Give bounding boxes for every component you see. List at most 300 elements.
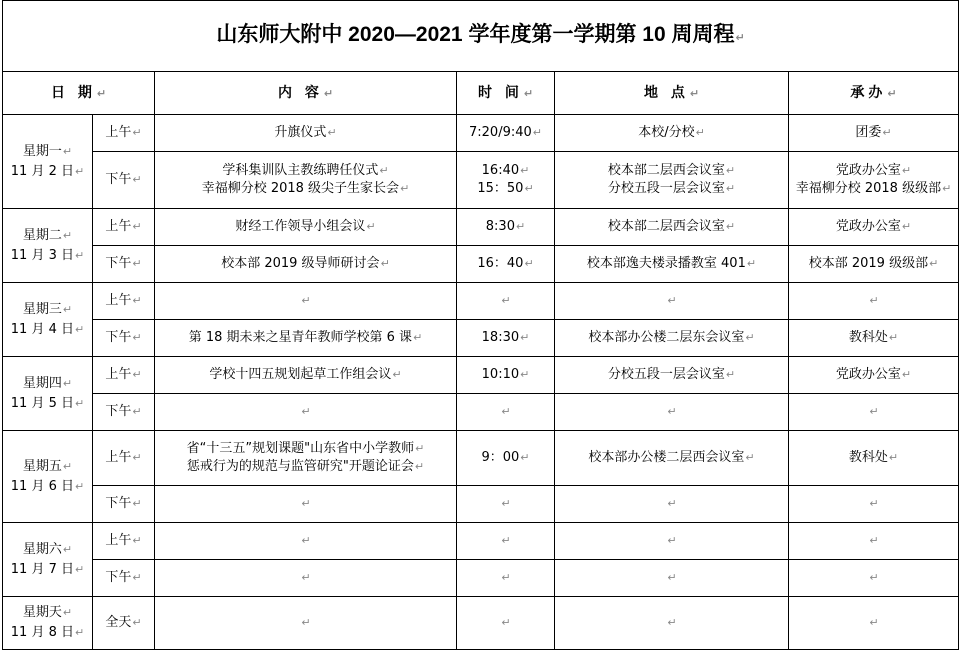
cell-line (555, 255, 788, 273)
cell-line (789, 162, 958, 180)
time-cell (457, 152, 555, 209)
paragraph-mark: ↵ (366, 220, 376, 233)
cell-text: 升旗仪式 (274, 125, 327, 140)
paragraph-mark: ↵ (132, 497, 142, 510)
paragraph-mark: ↵ (869, 497, 879, 510)
cell-line (555, 403, 788, 421)
location-cell (555, 523, 789, 560)
cell-line (555, 124, 788, 142)
cell-line (155, 495, 456, 513)
content-cell (155, 560, 457, 597)
cell-line (155, 403, 456, 421)
time-cell (457, 597, 555, 650)
half-day-label: 上午 (105, 450, 132, 465)
cell-text: 党政办公室 (835, 163, 901, 178)
day-line (3, 320, 92, 340)
paragraph-mark: ↵ (75, 322, 85, 336)
location-cell (555, 246, 789, 283)
day-line (3, 374, 92, 394)
cell-line (155, 124, 456, 142)
weekday-label: 星期四 (22, 375, 62, 391)
table-row (3, 283, 959, 320)
cell-line (555, 329, 788, 347)
half-day-cell (93, 357, 155, 394)
paragraph-mark: ↵ (869, 616, 879, 629)
table-row (3, 523, 959, 560)
date-label: 11 月 5 日 (10, 395, 74, 411)
location-cell (555, 115, 789, 152)
paragraph-mark: ↵ (524, 182, 534, 195)
location-cell (555, 394, 789, 431)
table-row (3, 597, 959, 650)
paragraph-mark: ↵ (901, 220, 912, 233)
cell-text: 校本部逸夫楼录播教室 401 (586, 256, 746, 271)
paragraph-mark: ↵ (132, 126, 142, 139)
cell-text: 学校十四五规划起草工作组会议 (209, 367, 392, 382)
paragraph-mark: ↵ (901, 164, 912, 177)
paragraph-mark: ↵ (132, 220, 142, 233)
weekday-label: 星期三 (22, 301, 62, 317)
paragraph-mark: ↵ (62, 228, 73, 242)
paragraph-mark: ↵ (501, 534, 511, 547)
paragraph-mark: ↵ (301, 616, 311, 629)
date-label: 11 月 6 日 (10, 478, 74, 494)
half-day-cell (93, 320, 155, 357)
cell-text: 第 18 期未来之星青年教师学校第 6 课 (188, 330, 413, 345)
half-day-cell (93, 523, 155, 560)
half-day-cell (93, 283, 155, 320)
cell-line (555, 180, 788, 198)
paragraph-mark: ↵ (75, 164, 85, 178)
paragraph-mark: ↵ (132, 616, 142, 629)
cell-line (155, 366, 456, 384)
paragraph-mark: ↵ (414, 460, 425, 473)
organizer-cell (789, 597, 959, 650)
paragraph-mark: ↵ (520, 368, 530, 381)
cell-text: 校本部办公楼二层东会议室 (588, 330, 745, 345)
paragraph-mark: ↵ (301, 571, 311, 584)
header-location: 地 点↵ (555, 72, 789, 115)
location-cell (555, 486, 789, 523)
paragraph-mark: ↵ (327, 126, 337, 139)
paragraph-mark: ↵ (62, 376, 73, 390)
time-cell (457, 320, 555, 357)
paragraph-mark: ↵ (62, 606, 73, 619)
day-line (3, 162, 92, 182)
paragraph-mark: ↵ (62, 542, 73, 556)
organizer-cell (789, 209, 959, 246)
cell-text: 党政办公室 (835, 367, 901, 382)
paragraph-mark: ↵ (667, 571, 677, 584)
half-day-label: 下午 (105, 330, 132, 345)
cell-line (457, 569, 554, 587)
paragraph-mark: ↵ (667, 294, 677, 307)
day-cell (3, 283, 93, 357)
paragraph-mark: ↵ (725, 164, 736, 177)
weekday-label: 星期一 (22, 143, 62, 159)
paragraph-mark: ↵ (695, 126, 705, 139)
weekday-label: 星期二 (22, 227, 62, 243)
half-day-label: 上午 (105, 219, 132, 234)
cell-line (555, 218, 788, 236)
cell-line (789, 614, 958, 632)
organizer-cell (789, 560, 959, 597)
paragraph-mark: ↵ (869, 405, 879, 418)
cell-line (457, 124, 554, 142)
paragraph-mark: ↵ (942, 182, 952, 195)
cell-text: 团委 (855, 125, 882, 140)
paragraph-mark: ↵ (132, 534, 142, 547)
paragraph-mark: ↵ (501, 405, 511, 418)
location-cell (555, 209, 789, 246)
cell-line (555, 162, 788, 180)
half-day-cell (93, 115, 155, 152)
content-cell (155, 152, 457, 209)
cell-line (155, 440, 456, 458)
organizer-cell (789, 283, 959, 320)
paragraph-mark: ↵ (132, 257, 142, 270)
cell-line (789, 366, 958, 384)
cell-text: 幸福柳分校 2018 级级部 (795, 181, 942, 196)
paragraph-mark: ↵ (301, 534, 311, 547)
location-cell (555, 152, 789, 209)
organizer-cell (789, 431, 959, 486)
day-cell (3, 597, 93, 650)
day-line (3, 457, 92, 477)
paragraph-mark: ↵ (882, 126, 892, 139)
cell-line (457, 495, 554, 513)
paragraph-mark: ↵ (501, 571, 511, 584)
cell-line (457, 449, 554, 467)
cell-line (457, 218, 554, 236)
time-cell (457, 486, 555, 523)
header-content: 内 容↵ (155, 72, 457, 115)
cell-text: 9：00 (481, 450, 520, 465)
paragraph-mark: ↵ (725, 182, 736, 195)
paragraph-mark: ↵ (901, 368, 912, 381)
paragraph-mark: ↵ (415, 442, 425, 455)
date-label: 11 月 2 日 (10, 163, 74, 179)
half-day-cell (93, 560, 155, 597)
paragraph-mark: ↵ (75, 626, 85, 639)
content-cell (155, 431, 457, 486)
cell-line (457, 366, 554, 384)
time-cell (457, 394, 555, 431)
cell-line (789, 569, 958, 587)
page-title: 山东师大附中 2020—2021 学年度第一学期第 10 周周程↵ (3, 1, 959, 72)
time-cell (457, 115, 555, 152)
half-day-cell (93, 209, 155, 246)
cell-text: 校本部二层西会议室 (607, 219, 725, 234)
cell-text: 10:10 (481, 367, 520, 382)
paragraph-mark: ↵ (515, 220, 526, 233)
cell-line (457, 255, 554, 273)
day-line (3, 300, 92, 320)
organizer-cell (789, 115, 959, 152)
cell-line (155, 569, 456, 587)
day-cell (3, 115, 93, 209)
paragraph-mark: ↵ (379, 164, 389, 177)
time-cell (457, 283, 555, 320)
cell-line (155, 329, 456, 347)
paragraph-mark: ↵ (501, 616, 511, 629)
half-day-label: 下午 (105, 404, 132, 419)
paragraph-mark: ↵ (888, 331, 899, 344)
paragraph-mark: ↵ (524, 257, 534, 270)
paragraph-mark: ↵ (413, 331, 423, 344)
half-day-label: 上午 (105, 125, 132, 140)
cell-line (789, 495, 958, 513)
paragraph-mark: ↵ (667, 616, 677, 629)
paragraph-mark: ↵ (132, 571, 142, 584)
paragraph-mark: ↵ (62, 459, 73, 473)
date-label: 11 月 7 日 (10, 561, 74, 577)
time-cell (457, 209, 555, 246)
cell-line (155, 162, 456, 180)
paragraph-mark: ↵ (520, 331, 530, 344)
location-cell (555, 357, 789, 394)
cell-text: 校本部二层西会议室 (607, 163, 725, 178)
day-line (3, 477, 92, 497)
organizer-cell (789, 394, 959, 431)
cell-text: 校本部 2019 级级部 (808, 256, 929, 271)
date-label: 11 月 4 日 (10, 321, 74, 337)
paragraph-mark: ↵ (62, 302, 73, 316)
cell-text: 校本部 2019 级导师研讨会 (221, 256, 380, 271)
table-row (3, 560, 959, 597)
paragraph-mark: ↵ (75, 562, 85, 576)
paragraph-mark: ↵ (132, 331, 142, 344)
paragraph-mark: ↵ (132, 451, 142, 464)
cell-text: 7:20/9:40 (469, 125, 532, 140)
half-day-cell (93, 597, 155, 650)
paragraph-mark: ↵ (132, 173, 142, 186)
paragraph-mark: ↵ (725, 368, 736, 381)
cell-text: 16：40 (477, 256, 524, 271)
cell-line (457, 329, 554, 347)
paragraph-mark: ↵ (667, 497, 677, 510)
cell-text: 分校五段一层会议室 (607, 181, 725, 196)
cell-text: 教科处 (848, 450, 888, 465)
paragraph-mark: ↵ (667, 405, 677, 418)
organizer-cell (789, 246, 959, 283)
cell-line (457, 532, 554, 550)
day-line (3, 603, 92, 623)
paragraph-mark: ↵ (869, 571, 879, 584)
date-label: 11 月 3 日 (10, 247, 74, 263)
cell-line (155, 532, 456, 550)
paragraph-mark: ↵ (301, 294, 311, 307)
day-line (3, 394, 92, 414)
paragraph-mark: ↵ (380, 257, 390, 270)
cell-text: 分校五段一层会议室 (607, 367, 725, 382)
cell-line (789, 218, 958, 236)
time-cell (457, 431, 555, 486)
content-cell (155, 115, 457, 152)
half-day-label: 全天 (105, 615, 132, 630)
day-cell (3, 523, 93, 597)
half-day-cell (93, 486, 155, 523)
paragraph-mark: ↵ (75, 248, 85, 262)
cell-line (789, 180, 958, 198)
header-date: 日 期↵ (3, 72, 155, 115)
table-row (3, 394, 959, 431)
paragraph-mark: ↵ (400, 182, 410, 195)
content-cell (155, 320, 457, 357)
header-row (3, 72, 959, 115)
table-row (3, 209, 959, 246)
content-cell (155, 357, 457, 394)
location-cell (555, 283, 789, 320)
content-cell (155, 209, 457, 246)
day-line (3, 560, 92, 580)
paragraph-mark: ↵ (532, 126, 542, 139)
cell-line (457, 614, 554, 632)
cell-line (789, 292, 958, 310)
paragraph-mark: ↵ (745, 451, 755, 464)
cell-line (789, 255, 958, 273)
day-line (3, 246, 92, 266)
header-organizer: 承办↵ (789, 72, 959, 115)
half-day-label: 下午 (105, 172, 132, 187)
paragraph-mark: ↵ (725, 220, 736, 233)
cell-line (555, 532, 788, 550)
cell-text: 本校/分校 (638, 125, 695, 140)
organizer-cell (789, 320, 959, 357)
content-cell (155, 597, 457, 650)
cell-line (789, 329, 958, 347)
half-day-label: 下午 (105, 496, 132, 511)
cell-line (555, 569, 788, 587)
paragraph-mark: ↵ (301, 405, 311, 418)
organizer-cell (789, 357, 959, 394)
cell-text: 幸福柳分校 2018 级尖子生家长会 (201, 181, 400, 196)
paragraph-mark: ↵ (520, 164, 530, 177)
day-cell (3, 209, 93, 283)
weekday-label: 星期五 (22, 458, 62, 474)
content-cell (155, 394, 457, 431)
day-line (3, 226, 92, 246)
cell-line (457, 162, 554, 180)
cell-line (155, 218, 456, 236)
organizer-cell (789, 152, 959, 209)
paragraph-mark: ↵ (501, 497, 511, 510)
organizer-cell (789, 523, 959, 560)
table-row (3, 152, 959, 209)
cell-line (789, 449, 958, 467)
cell-line (155, 292, 456, 310)
paragraph-mark: ↵ (132, 405, 142, 418)
location-cell (555, 597, 789, 650)
paragraph-mark: ↵ (869, 534, 879, 547)
date-label: 11 月 8 日 (10, 625, 74, 640)
content-cell (155, 523, 457, 560)
half-day-label: 下午 (105, 256, 132, 271)
table-row (3, 357, 959, 394)
day-line (3, 142, 92, 162)
cell-text: 16:40 (481, 163, 520, 178)
header-time: 时 间↵ (457, 72, 555, 115)
paragraph-mark: ↵ (392, 368, 402, 381)
half-day-label: 上午 (105, 533, 132, 548)
cell-text: 教科处 (848, 330, 888, 345)
cell-line (457, 292, 554, 310)
half-day-cell (93, 246, 155, 283)
cell-text: 党政办公室 (835, 219, 901, 234)
cell-text: 18:30 (481, 330, 520, 345)
paragraph-mark: ↵ (132, 294, 142, 307)
cell-text: 8:30 (485, 219, 515, 234)
paragraph-mark: ↵ (132, 368, 142, 381)
time-cell (457, 246, 555, 283)
table-row (3, 431, 959, 486)
half-day-cell (93, 152, 155, 209)
day-cell (3, 431, 93, 523)
cell-text: 省“十三五”规划课题"山东省中小学教师 (186, 441, 415, 456)
time-cell (457, 357, 555, 394)
paragraph-mark: ↵ (888, 451, 899, 464)
cell-line (555, 614, 788, 632)
location-cell (555, 431, 789, 486)
table-row (3, 320, 959, 357)
day-line (3, 623, 92, 643)
cell-line (155, 614, 456, 632)
cell-line (555, 366, 788, 384)
cell-text: 学科集训队主教练聘任仪式 (222, 163, 379, 178)
cell-line (789, 532, 958, 550)
cell-line (155, 458, 456, 476)
content-cell (155, 283, 457, 320)
time-cell (457, 523, 555, 560)
content-cell (155, 486, 457, 523)
half-day-label: 下午 (105, 570, 132, 585)
content-cell (155, 246, 457, 283)
paragraph-mark: ↵ (62, 144, 73, 158)
half-day-label: 上午 (105, 367, 132, 382)
weekday-label: 星期天 (22, 605, 62, 620)
half-day-cell (93, 394, 155, 431)
cell-line (155, 255, 456, 273)
weekday-label: 星期六 (22, 541, 62, 557)
paragraph-mark: ↵ (869, 294, 879, 307)
title-row (3, 1, 959, 72)
table-row (3, 486, 959, 523)
cell-text: 校本部办公楼二层西会议室 (588, 450, 745, 465)
paragraph-mark: ↵ (501, 294, 511, 307)
cell-line (555, 292, 788, 310)
paragraph-mark: ↵ (301, 497, 311, 510)
location-cell (555, 320, 789, 357)
table-row (3, 115, 959, 152)
cell-line (789, 403, 958, 421)
paragraph-mark: ↵ (75, 396, 85, 410)
paragraph-mark: ↵ (929, 257, 939, 270)
cell-text: 财经工作领导小组会议 (235, 219, 366, 234)
cell-line (155, 180, 456, 198)
half-day-label: 上午 (105, 293, 132, 308)
table-row (3, 246, 959, 283)
paragraph-mark: ↵ (520, 451, 530, 464)
cell-text: 15：50 (477, 181, 524, 196)
paragraph-mark: ↵ (75, 479, 85, 493)
cell-line (457, 180, 554, 198)
cell-line (555, 449, 788, 467)
half-day-cell (93, 431, 155, 486)
cell-text: 惩戒行为的规范与监管研究"开题论证会 (186, 459, 414, 474)
cell-line (457, 403, 554, 421)
paragraph-mark: ↵ (667, 534, 677, 547)
weekly-schedule-table (2, 0, 959, 650)
